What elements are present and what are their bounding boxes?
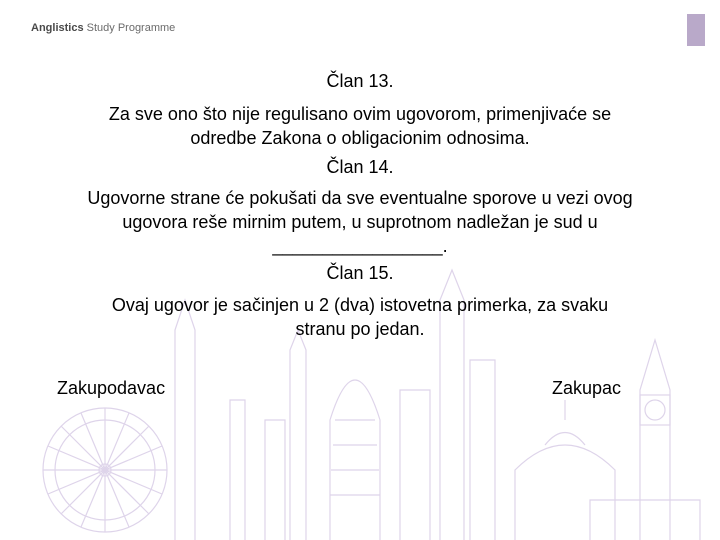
article-13-body (40, 102, 680, 150)
article-13-line-1: Za sve ono što nije regulisano ovim ugovorom, primenjivaće se (108, 104, 612, 124)
article-13-line-2: odredbe Zakona o obligacionim odnosima. (190, 128, 530, 148)
signature-left: Zakupodavac (57, 378, 166, 398)
signature-right: Zakupac (552, 378, 622, 398)
article-14-line-1: Ugovorne strane će pokušati da sve eventualne sporove u vezi ovog (87, 188, 633, 208)
article-14-line-2: ugovora reše mirnim putem, u suprotnom nadležan je sud u (122, 212, 598, 232)
article-14-body (40, 186, 680, 258)
article-15-body (40, 293, 680, 341)
article-15-title: Član 15. (326, 263, 394, 283)
header-subtitle: Study Programme (86, 22, 176, 34)
article-15-line-1: Ovaj ugovor je sačinjen u 2 (dva) istovetna primerka, za svaku (111, 295, 609, 315)
logo-figure-icon (687, 14, 705, 46)
article-15-line-2: stranu po jedan. (295, 319, 425, 339)
header (31, 22, 175, 34)
article-14-title: Član 14. (326, 157, 394, 177)
header-brand: Anglistics (31, 22, 84, 34)
article-14-line-3: _________________. (272, 236, 448, 256)
article-13-title: Član 13. (326, 71, 394, 91)
